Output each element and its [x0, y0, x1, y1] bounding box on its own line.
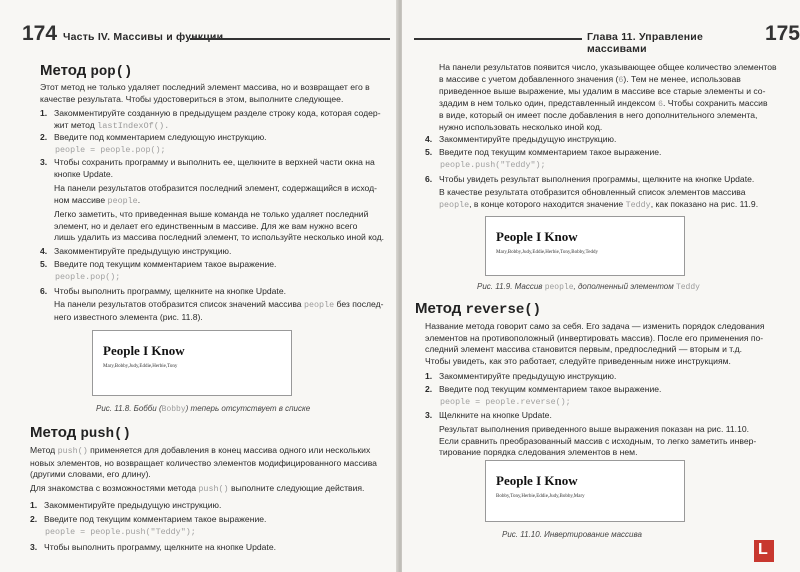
- paragraph-line: лишь удалить из массива последний элемент, то используйте несколько иной код.: [54, 232, 385, 243]
- push-step-3: [30, 542, 276, 554]
- pop-step-3: [40, 157, 375, 180]
- push-intro-2: [30, 483, 364, 496]
- step-text: Чтобы увидеть результат выполнения программы, щелкните на кнопке Update.: [439, 174, 755, 184]
- push-result-paragraph: [439, 62, 777, 134]
- step-text: Чтобы сохранить программу и выполнить ее, щелкните в верхней части окна на: [54, 157, 375, 167]
- push-step-6: [425, 174, 754, 186]
- paragraph-line: , как показано на рис. 11.9.: [650, 198, 759, 209]
- right-header-rule: [414, 38, 582, 40]
- paragraph-line: приведенное выше выражение, мы удалим в массиве все старые элементы и со-: [439, 86, 766, 97]
- push-step-4: [425, 134, 616, 146]
- step-text: Щелкните на кнопке Update.: [439, 410, 552, 420]
- step-number: 2.: [40, 132, 48, 142]
- pop-step-4: [40, 246, 231, 258]
- step-number: 6.: [425, 174, 433, 184]
- step-number: 3.: [30, 542, 38, 552]
- paragraph-line: применяется для добавления в конец массива одного или нескольких: [87, 445, 371, 455]
- caption-text: ) теперь отсутствует в списке: [185, 404, 311, 413]
- figure-title: People I Know: [496, 229, 578, 244]
- push-heading-code: push(): [80, 426, 131, 442]
- figure-values: Bobby,Tony,Herbie,Eddie,Judy,Bobby,Mary: [496, 494, 585, 499]
- figure-11-9-caption: [477, 282, 700, 292]
- inline-code: Teddy: [625, 199, 651, 210]
- step-number: 2.: [425, 384, 433, 394]
- pop-heading-code: pop(): [90, 64, 133, 80]
- push-step-2: [30, 514, 266, 526]
- pop-heading: [40, 62, 132, 80]
- figure-11-9: [485, 216, 685, 276]
- figure-11-10: [485, 460, 685, 522]
- push-heading: [30, 424, 131, 442]
- right-running-header: Глава 11. Управление массивами: [587, 31, 703, 55]
- paragraph-line: Чтобы увидеть, как это работает, следуйте приведенным ниже инструкциям.: [425, 355, 731, 366]
- step-text: Введите под текущим комментарием такое выражение.: [439, 384, 662, 394]
- left-header-rule: [190, 38, 390, 40]
- step-number: 5.: [425, 147, 433, 157]
- figure-title: People I Know: [103, 343, 185, 358]
- step-number: 1.: [30, 500, 38, 510]
- paragraph-line: , в конце которого находится значение: [469, 198, 626, 209]
- step-text: Введите под текущим комментарием такое выражение.: [44, 514, 267, 524]
- inline-code: 6: [657, 98, 663, 109]
- pop-step-6-note: [54, 299, 383, 323]
- reverse-step-3-note: [439, 424, 756, 459]
- inline-code: push(): [57, 446, 88, 456]
- caption-text: Рис. 11.9. Массив: [477, 282, 545, 291]
- figure-values: Mary,Bobby,Judy,Eddie,Herbie,Tony,Bobby,Teddy: [496, 250, 598, 255]
- figure-11-8: [92, 330, 292, 396]
- left-page: [0, 0, 398, 572]
- step-text: жит метод: [54, 119, 98, 130]
- reverse-heading: [415, 300, 541, 318]
- pop-intro-line: Этот метод не только удаляет последний элемент массива, но и возвращает его в: [40, 82, 370, 92]
- inline-code: Bobby: [161, 405, 186, 414]
- paragraph-line: Название метода говорит само за себя. Его задача — изменить порядок следования: [425, 321, 765, 331]
- pop-heading-word: Метод: [40, 62, 87, 79]
- code-line: people = people.pop();: [55, 145, 166, 155]
- step-number: 6.: [40, 286, 48, 296]
- paragraph-line: в виде, который он имеет после добавления в него дополнительного элемента,: [439, 110, 758, 121]
- inline-code: people: [544, 283, 574, 292]
- paragraph-line: ном массиве: [54, 194, 108, 205]
- left-page-header: [22, 22, 223, 46]
- inline-code: people: [107, 195, 138, 206]
- paragraph-line: ). Тем не менее, использовав: [623, 73, 741, 84]
- reverse-heading-word: Метод: [415, 300, 462, 317]
- step-text: Закомментируйте предыдущую инструкцию.: [439, 134, 617, 144]
- paragraph-line: На панели результатов появится число, указывающее общее количество элементов: [439, 62, 777, 72]
- step-text: кнопке Update.: [54, 168, 114, 179]
- right-page: [402, 0, 800, 572]
- reverse-step-1: [425, 371, 616, 383]
- paragraph-line: элементов на противоположный (инвертировать массив). После его применения по-: [425, 332, 764, 343]
- push-heading-word: Метод: [30, 424, 77, 441]
- inline-code: 6: [618, 74, 624, 85]
- pop-step-6: [40, 286, 286, 298]
- paragraph-line: (другими словами, его длину).: [30, 469, 151, 480]
- step-number: 1.: [40, 108, 48, 118]
- figure-values: Mary,Bobby,Judy,Eddie,Herbie,Tony: [103, 364, 178, 369]
- push-intro: [30, 445, 377, 481]
- step-number: 5.: [40, 259, 48, 269]
- push-step-6-note: [439, 187, 758, 211]
- paragraph-line: Метод: [30, 445, 58, 455]
- step-text: Введите под текущим комментарием такое выражение.: [439, 147, 662, 157]
- left-running-header: Часть IV. Массивы и функции: [63, 31, 224, 43]
- pop-intro: [40, 82, 370, 105]
- pop-step-3-note-1: [54, 183, 377, 207]
- paragraph-line: Для знакомства с возможностями метода: [30, 483, 199, 493]
- step-text: Закомментируйте предыдущую инструкцию.: [44, 500, 222, 510]
- paragraph-line: него известного элемента (рис. 11.8).: [54, 311, 203, 322]
- step-number: 3.: [425, 410, 433, 420]
- reverse-heading-code: reverse(): [465, 302, 542, 318]
- paragraph-line: .: [137, 194, 141, 205]
- step-number: 2.: [30, 514, 38, 524]
- figure-title: People I Know: [496, 473, 578, 488]
- pop-step-2: [40, 132, 267, 144]
- step-text: Чтобы выполнить программу, щелкните на кнопке Update.: [54, 286, 286, 296]
- figure-11-10-caption: Рис. 11.10. Инвертирование массива: [502, 530, 642, 539]
- step-text: Закомментируйте предыдущую инструкцию.: [54, 246, 232, 256]
- caption-text: , дополненный элементом: [573, 282, 676, 291]
- reverse-step-2: [425, 384, 661, 396]
- paragraph-line: выполните следующие действия.: [228, 483, 365, 493]
- pop-step-3-note-2: [54, 209, 384, 244]
- right-page-header: [587, 22, 800, 55]
- paragraph-line: В качестве результата отобразится обновленный список элементов массива: [439, 187, 746, 197]
- figure-11-8-caption: [96, 404, 310, 414]
- inline-code: push(): [198, 484, 229, 494]
- step-text: Введите под текущим комментарием такое выражение.: [54, 259, 277, 269]
- paragraph-line: Легко заметить, что приведенная выше команда не только удаляет последний: [54, 209, 369, 219]
- publisher-logo-letter: L: [758, 541, 768, 558]
- pop-intro-line: качестве результата. Чтобы удостовериться в этом, выполните следующее.: [40, 93, 344, 104]
- reverse-intro: [425, 321, 765, 367]
- inline-code: people: [303, 300, 335, 310]
- paragraph-line: новых элементов, но возвращает количество элементов модифицированного массива: [30, 457, 377, 468]
- step-number: 3.: [40, 157, 48, 167]
- step-text: Чтобы выполнить программу, щелкните на кнопке Update.: [44, 542, 276, 552]
- inline-code: lastIndexOf().: [97, 120, 170, 131]
- code-line: people.pop();: [55, 272, 121, 282]
- step-text: Закомментируйте созданную в предыдущем разделе строку кода, которая содер-: [54, 108, 381, 118]
- pop-step-5: [40, 259, 276, 271]
- code-line: people.push("Teddy");: [440, 160, 546, 170]
- paragraph-line: следний элемент массива становится первым, предпоследний — вторым и т.д.: [425, 344, 743, 355]
- paragraph-line: На панели результатов отобразится список значений массива: [54, 299, 304, 309]
- caption-text: Рис. 11.8. Бобби (: [96, 404, 162, 413]
- paragraph-line: . Чтобы сохранить массив: [662, 97, 768, 108]
- inline-code: Teddy: [675, 283, 700, 292]
- right-page-number: 175: [764, 22, 800, 45]
- step-number: 1.: [425, 371, 433, 381]
- reverse-step-3: [425, 410, 552, 422]
- push-step-5: [425, 147, 661, 159]
- paragraph-line: На панели результатов отобразится последний элемент, содержащийся в исход-: [54, 183, 377, 193]
- paragraph-line: нужно использовать несколько иной код.: [439, 121, 603, 132]
- step-text: Закомментируйте предыдущую инструкцию.: [439, 371, 617, 381]
- paragraph-line: Если сравнить преобразованный массив с исходным, то легко заметить инвер-: [439, 435, 757, 446]
- step-number: 4.: [40, 246, 48, 256]
- paragraph-line: тирование порядка следования элементов в нем.: [439, 447, 638, 458]
- code-line: people = people.push("Teddy");: [45, 527, 196, 537]
- paragraph-line: здадим в нем только один, представленный индексом: [439, 97, 658, 108]
- pop-step-1: [40, 108, 381, 132]
- paragraph-line: в массиве с учетом добавленного значения (: [439, 73, 619, 84]
- push-step-1: [30, 500, 221, 512]
- paragraph-line: без послед-: [334, 299, 384, 309]
- paragraph-line: элемент, но и делает его единственным в массиве. Для же вам нужно всего: [54, 220, 358, 231]
- step-number: 4.: [425, 134, 433, 144]
- publisher-logo: [754, 540, 774, 562]
- step-text: Введите под комментарием следующую инструкцию.: [54, 132, 267, 142]
- inline-code: people: [439, 199, 470, 210]
- paragraph-line: Результат выполнения приведенного выше выражения показан на рис. 11.10.: [439, 424, 750, 434]
- left-page-number: 174: [22, 22, 58, 45]
- code-line: people = people.reverse();: [440, 397, 571, 407]
